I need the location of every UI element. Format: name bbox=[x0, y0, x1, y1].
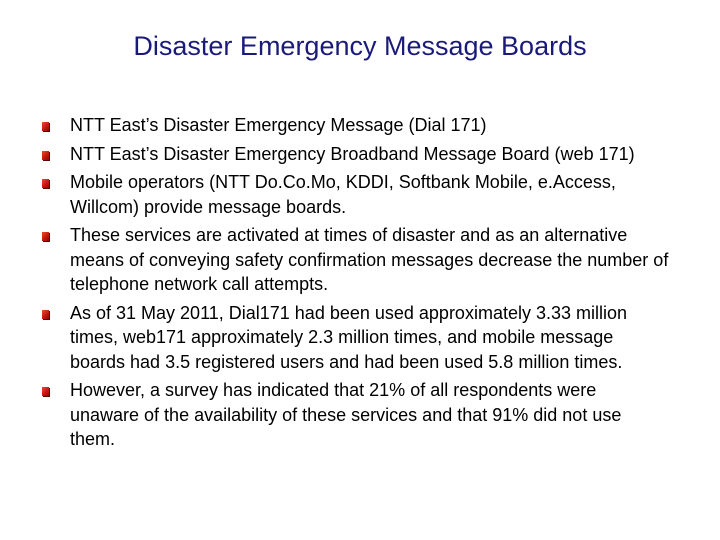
red-square-bullet-icon bbox=[42, 232, 49, 241]
red-square-bullet-icon bbox=[42, 179, 49, 188]
red-square-bullet-icon bbox=[42, 151, 49, 160]
bullet-item bbox=[40, 170, 670, 219]
bullet-item bbox=[40, 378, 670, 452]
bullet-item bbox=[40, 142, 670, 167]
bullet-text: However, a survey has indicated that 21% of all respondents were unaware of the availability of these services and that 91% did not use them. bbox=[70, 380, 622, 449]
bullet-item bbox=[40, 301, 670, 375]
bullet-text: Mobile operators (NTT Do.Co.Mo, KDDI, Softbank Mobile, e.Access, Willcom) provide message boards. bbox=[70, 172, 616, 217]
bullet-item bbox=[40, 113, 670, 138]
bullet-text: NTT East’s Disaster Emergency Message (Dial 171) bbox=[70, 115, 487, 135]
bullet-list bbox=[40, 113, 670, 456]
bullet-item bbox=[40, 223, 670, 297]
bullet-text: As of 31 May 2011, Dial171 had been used approximately 3.33 million times, web171 approximately 2.3 million times, and mobile message boards had 3.5 registered users and had been used 5.8 million times. bbox=[70, 302, 628, 372]
red-square-bullet-icon bbox=[42, 122, 49, 131]
slide-title: Disaster Emergency Message Boards bbox=[133, 31, 587, 61]
bullet-text: NTT East’s Disaster Emergency Broadband Message Board (web 171) bbox=[70, 143, 635, 164]
red-square-bullet-icon bbox=[42, 387, 49, 396]
red-square-bullet-icon bbox=[42, 310, 49, 319]
bullet-text: These services are activated at times of disaster and as an alternative means of conveying safety confirmation messages decrease the number of telephone network call attempts. bbox=[70, 225, 669, 294]
